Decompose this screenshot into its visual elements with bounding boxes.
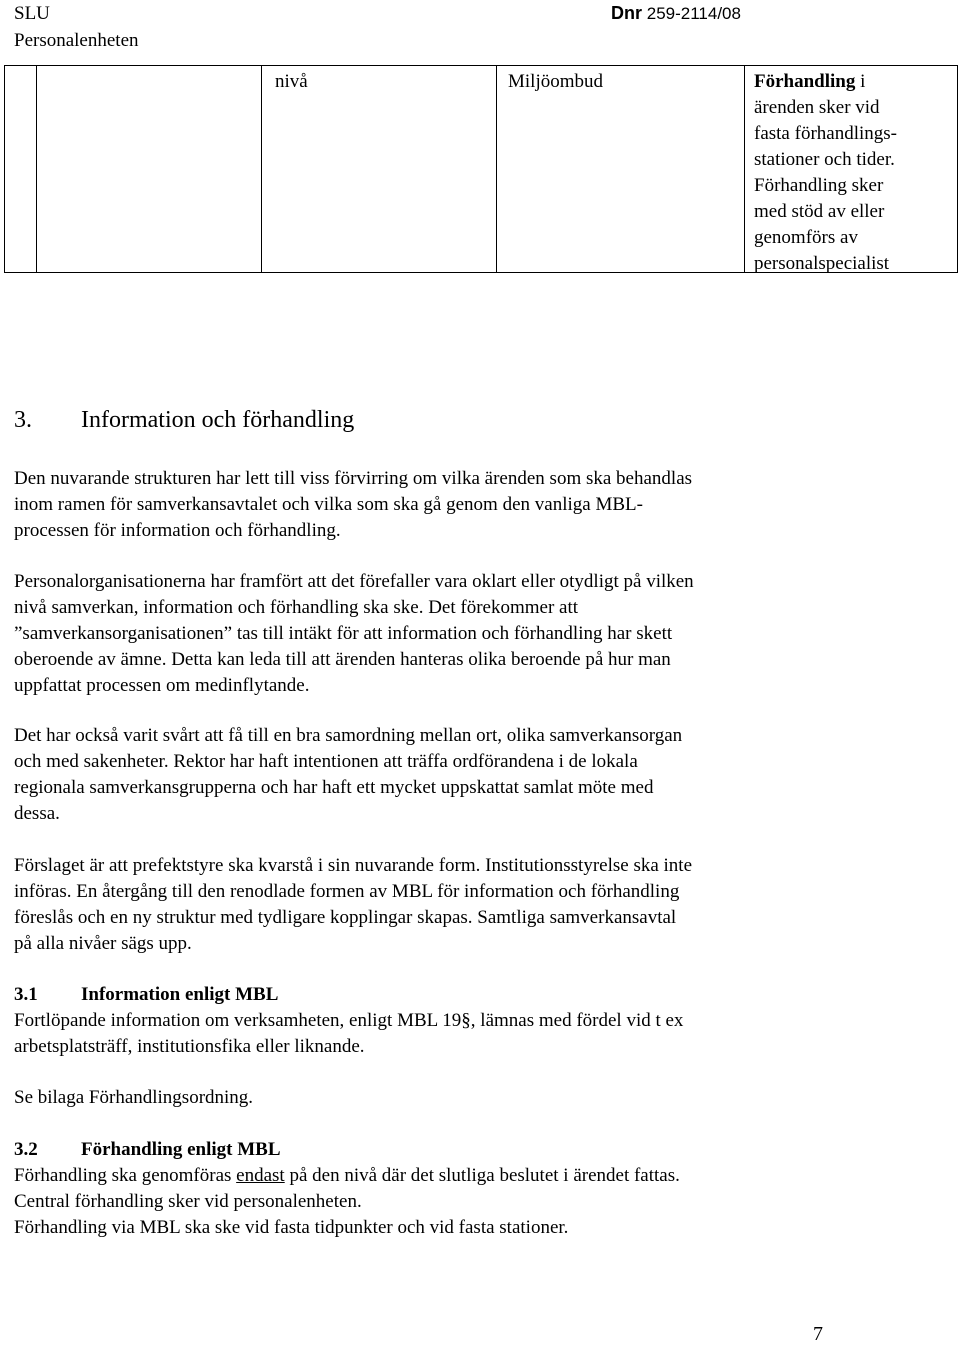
table-cell-bold: Förhandling <box>754 71 856 92</box>
dnr-label: Dnr <box>611 3 642 23</box>
table-divider <box>496 66 497 272</box>
table-divider <box>744 66 745 272</box>
table-cell-description: Förhandling i ärenden sker vid fasta förhandlings- stationer och tider. Förhandling sker med stöd av eller genomförs av personalspecialist <box>754 71 897 274</box>
page-number: 7 <box>813 1323 823 1345</box>
paragraph: Personalorganisationerna har framfört att det förefaller vara oklart eller otydligt på vilken nivå samverkan, information och förhandling ska ske. Det förekommer att ”samverkansorganisationen” tas till intäkt för att information och förhandling har skett oberoende av ämne. Detta kan leda till att ärenden hanteras olika beroende på hur man uppfattat processen om medinflytande. <box>14 571 694 696</box>
document-header-left <box>14 0 139 54</box>
table-cell-role: Miljöombud <box>508 71 604 92</box>
org-name: SLU <box>14 3 50 24</box>
document-header-right <box>611 0 741 27</box>
table-cell-level: nivå <box>275 71 308 92</box>
subsection-heading: 3.1 Information enligt MBL <box>14 984 279 1005</box>
subsection-heading: 3.2 Förhandling enligt MBL <box>14 1139 281 1160</box>
underlined-word: endast <box>236 1165 285 1186</box>
paragraph: Förhandling ska genomföras endast på den nivå där det slutliga beslutet i ärendet fattas. Central förhandling sker vid personalenheten. Förhandling via MBL ska ske vid fasta tidpunkter och vid fasta stationer. <box>14 1165 680 1238</box>
paragraph: Se bilaga Förhandlingsordning. <box>14 1087 254 1108</box>
paragraph: Förslaget är att prefektstyre ska kvarstå i sin nuvarande form. Institutionsstyrelse ska inte införas. En återgång till den renodlade formen av MBL för information och förhandling föreslås och en ny struktur med tydligare kopplingar skapas. Samtliga samverkansavtal på alla nivåer sägs upp. <box>14 855 693 954</box>
paragraph: Fortlöpande information om verksamheten, enligt MBL 19§, lämnas med fördel vid t ex arbetsplatsträff, institutionsfika eller liknande. <box>14 1010 684 1057</box>
paragraph: Den nuvarande strukturen har lett till viss förvirring om vilka ärenden som ska behandlas inom ramen för samverkansavtalet och vilka som ska gå genom den vanliga MBL- processen för information och förhandling. <box>14 468 693 541</box>
table-divider <box>261 66 262 272</box>
table-fragment <box>4 65 958 273</box>
dnr-value: 259-2114/08 <box>646 4 741 23</box>
unit-name: Personalenheten <box>14 30 139 51</box>
table-divider <box>36 66 37 272</box>
section-heading: 3. Information och förhandling <box>14 407 355 433</box>
paragraph: Det har också varit svårt att få till en bra samordning mellan ort, olika samverkansorgan och med sakenheter. Rektor har haft intentionen att träffa ordförandena i de lokala regionala samverkansgrupperna och har haft ett mycket uppskattat samlat möte med dessa. <box>14 725 683 824</box>
